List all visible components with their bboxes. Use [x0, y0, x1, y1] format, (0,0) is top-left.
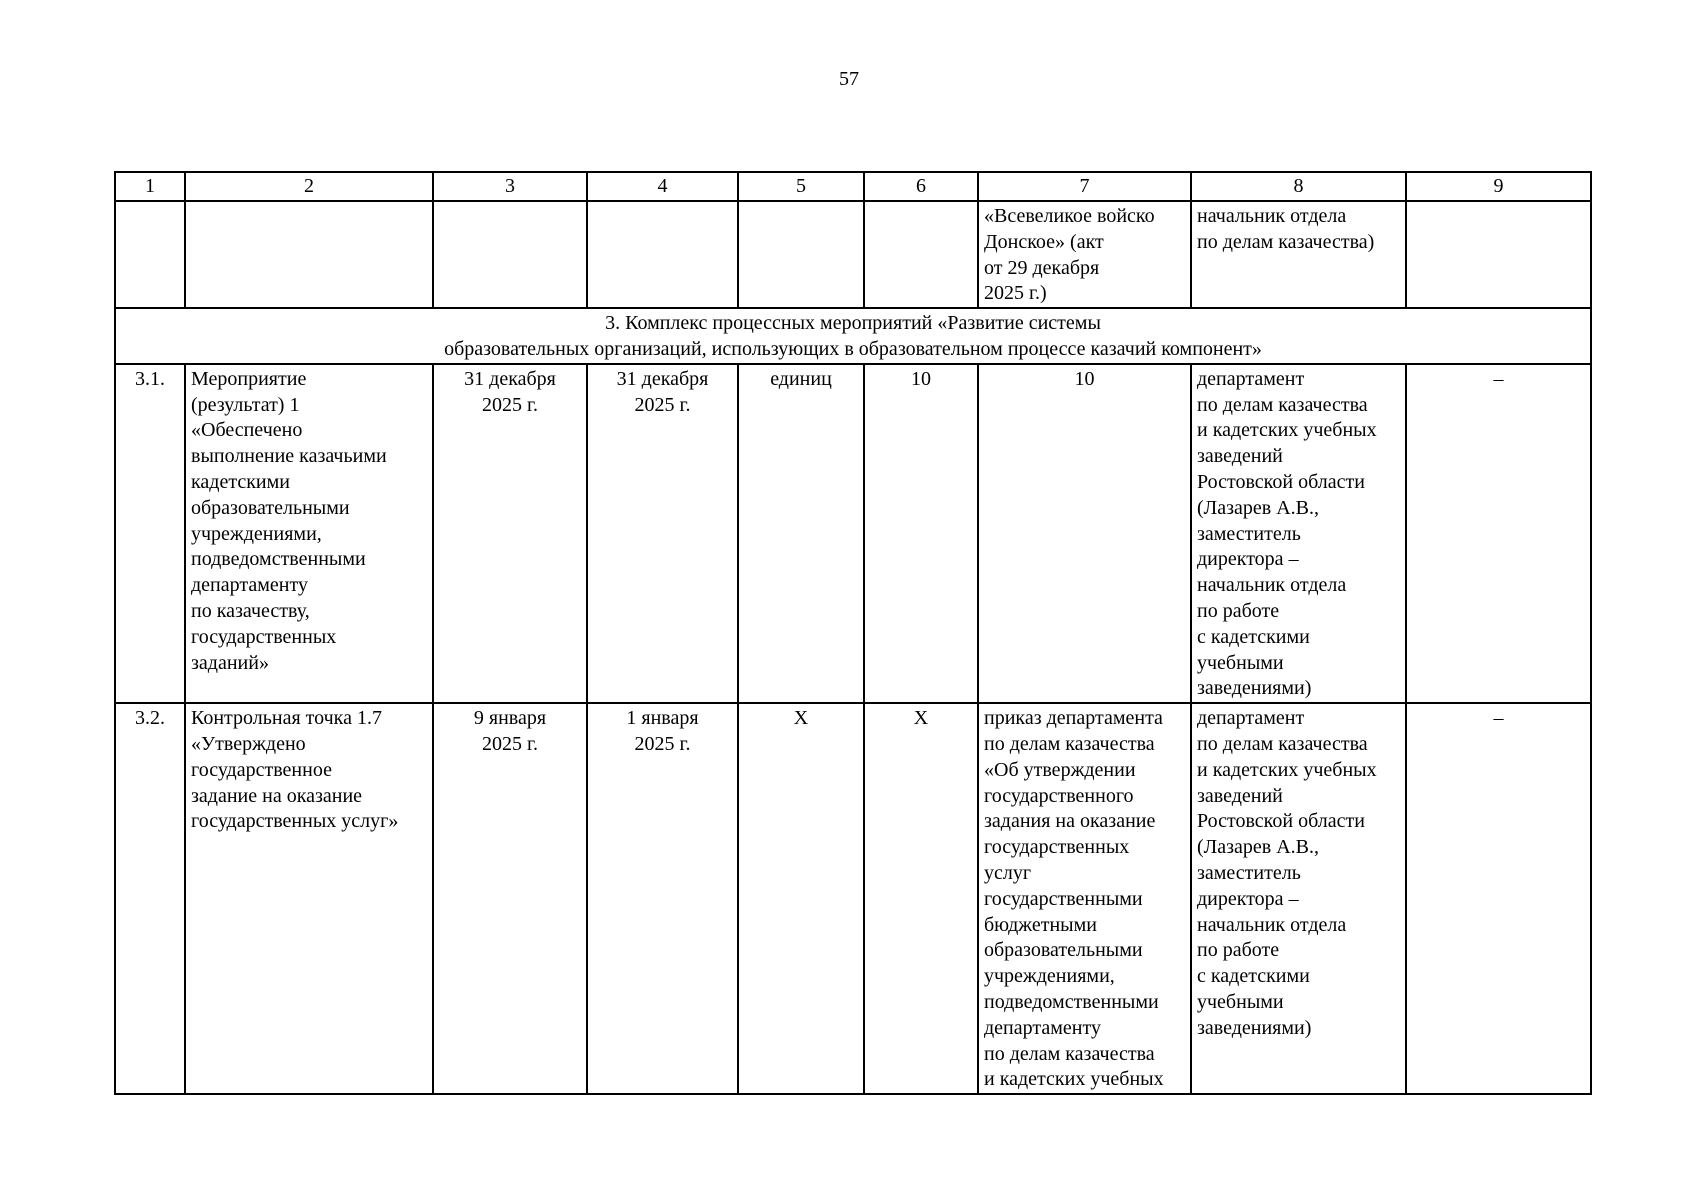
table-cell: [185, 201, 433, 308]
start-date-cell: 9 января 2025 г.: [433, 703, 587, 1094]
responsible-cell: департамент по делам казачества и кадетских учебных заведений Ростовской области (Лазарев А.В., заместитель директора – начальник отдела по работе с кадетскими учебными заведениями): [1191, 703, 1406, 1094]
responsible-cell: департамент по делам казачества и кадетских учебных заведений Ростовской области (Лазарев А.В., заместитель директора – начальник отдела по работе с кадетскими учебными заведениями): [1191, 364, 1406, 703]
end-date-cell: 1 января 2025 г.: [587, 703, 738, 1094]
column-number: 3: [433, 172, 587, 201]
column-number: 8: [1191, 172, 1406, 201]
responsible-cell: начальник отдела по делам казачества): [1191, 201, 1406, 308]
table-cell: [864, 201, 978, 308]
item-name-cell: Контрольная точка 1.7 «Утверждено государственное задание на оказание государственных услуг»: [185, 703, 433, 1094]
table-row: [115, 364, 1591, 703]
value-cell: 10: [864, 364, 978, 703]
basis-document-cell: «Всевеликое войско Донское» (акт от 29 декабря 2025 г.): [978, 201, 1191, 308]
row-number-cell: 3.1.: [115, 364, 185, 703]
section-header-row: [115, 308, 1591, 364]
row-number-cell: 3.2.: [115, 703, 185, 1094]
section-title: 3. Комплекс процессных мероприятий «Развитие системы образовательных организаций, использующих в образовательном процессе казачий компонент»: [115, 308, 1591, 364]
column-number: 2: [185, 172, 433, 201]
column-number: 7: [978, 172, 1191, 201]
basis-document-cell: приказ департамента по делам казачества «Об утверждении государственного задания на оказание государственных услуг государственными бюджетными образовательными учреждениями, подведомственными департаменту по делам казачества и кадетских учебных: [978, 703, 1191, 1094]
column-number-row: [115, 172, 1591, 201]
column-number: 1: [115, 172, 185, 201]
column-number: 5: [738, 172, 864, 201]
table-cell: [115, 201, 185, 308]
table-cell: [433, 201, 587, 308]
page-number: 57: [839, 68, 859, 90]
info-system-cell: –: [1406, 364, 1591, 703]
info-system-cell: –: [1406, 703, 1591, 1094]
value-cell: X: [864, 703, 978, 1094]
table-row: [115, 703, 1591, 1094]
column-number: 4: [587, 172, 738, 201]
item-name-cell: Мероприятие (результат) 1 «Обеспечено выполнение казачьими кадетскими образовательными учреждениями, подведомственными департаменту по казачеству, государственных заданий»: [185, 364, 433, 703]
start-date-cell: 31 декабря 2025 г.: [433, 364, 587, 703]
table-cell: [738, 201, 864, 308]
column-number: 9: [1406, 172, 1591, 201]
table-cell: [1406, 201, 1591, 308]
plan-table: [114, 171, 1592, 1095]
basis-document-cell: 10: [978, 364, 1191, 703]
column-number: 6: [864, 172, 978, 201]
end-date-cell: 31 декабря 2025 г.: [587, 364, 738, 703]
unit-cell: единиц: [738, 364, 864, 703]
continuation-row: [115, 201, 1591, 308]
table-cell: [587, 201, 738, 308]
unit-cell: X: [738, 703, 864, 1094]
